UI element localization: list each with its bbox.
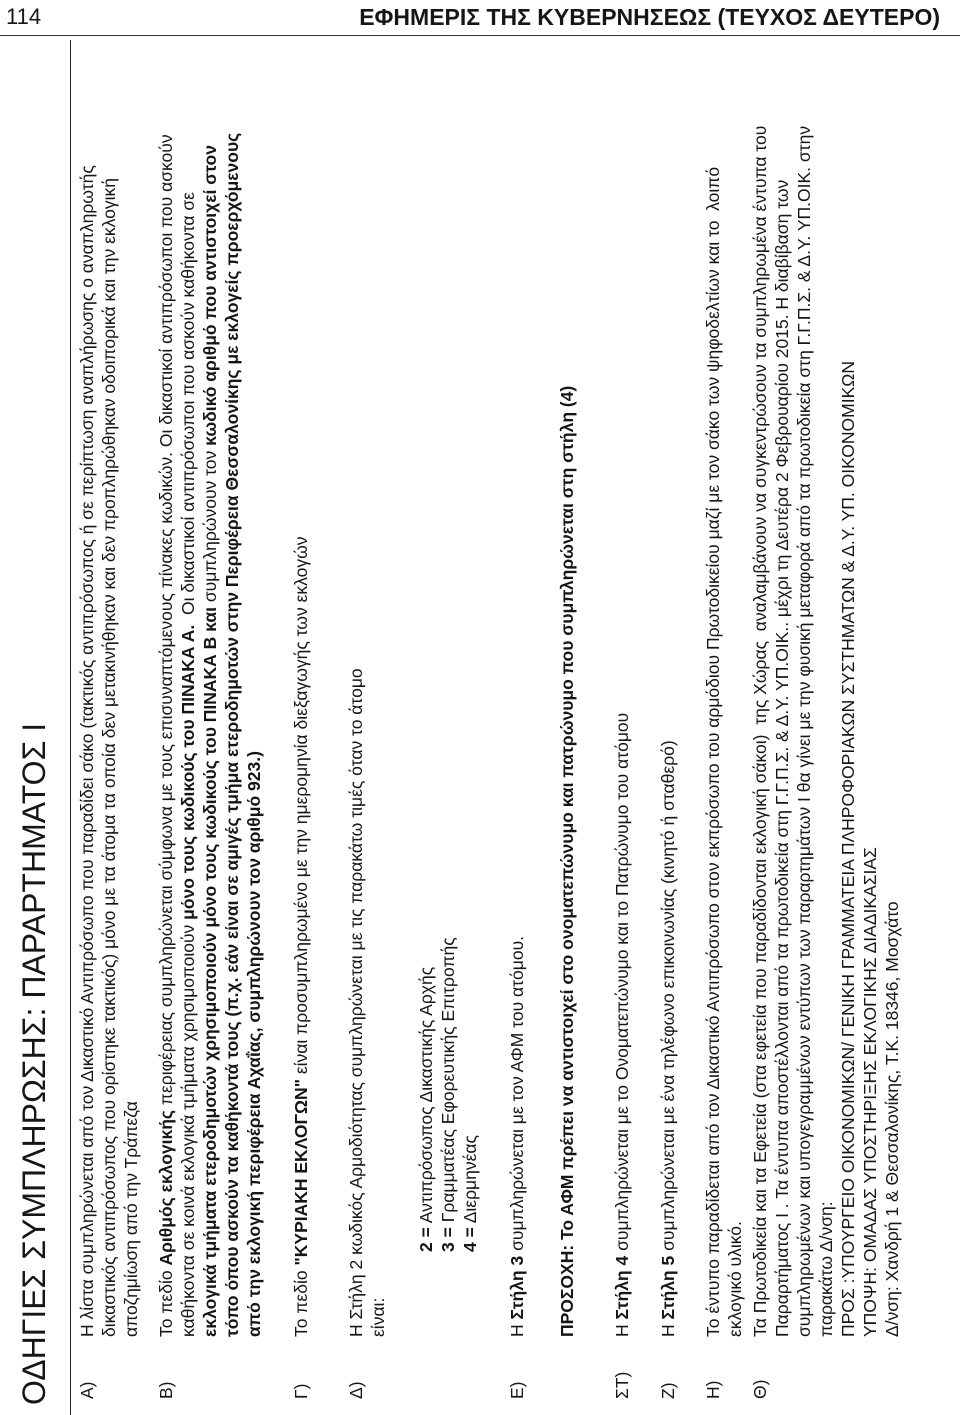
page-number: 114 xyxy=(6,4,42,29)
section-label: ΣΤ) xyxy=(612,1371,632,1399)
section-text xyxy=(702,167,746,1337)
section-text xyxy=(155,133,265,1337)
text-line xyxy=(243,133,265,1337)
text-segment: Η xyxy=(658,1319,678,1337)
text-segment: καθήκοντα σε κοινά εκλογικά τμήματα χρησιμοποιούν xyxy=(178,919,198,1337)
address-line xyxy=(881,126,903,1337)
section-label: Η) xyxy=(703,1380,723,1399)
text-line xyxy=(793,126,815,1337)
role-description: Αντιπρόσωπος Δικαστικής Αρχής xyxy=(416,966,436,1228)
bold-text-segment: Στήλη 4 xyxy=(612,1255,632,1320)
text-segment: Οι δικαστικοί αντιπρόσωποι που ασκούν καθήκοντα σε xyxy=(178,192,198,625)
text-segment: συμπληρώνεται με το Ονοματεπώνυμο και το Πατρώνυμο του ατόμου xyxy=(612,712,632,1256)
text-line xyxy=(724,167,746,1337)
role-code: 4 = xyxy=(460,1227,480,1252)
section-text xyxy=(290,536,312,1337)
section-label: Β) xyxy=(156,1381,176,1399)
text-segment: συμπληρωμένων και υπογεγραμμένων εντύπων των παραρτημάτων Ι θα γίνει με την φυσική μεταφορά από τα πρωτοδικεία στη Γ.Γ.Π.Σ. & Δ.Υ. ΥΠ.ΟΙΚ. στην xyxy=(794,125,814,1337)
text-segment: είναι προσυμπληρωμένο με την ημερομηνία διεξαγωγής των εκλογών xyxy=(291,536,311,1079)
role-code: 3 = xyxy=(438,1227,458,1252)
list-item xyxy=(459,937,481,1252)
text-line xyxy=(290,536,312,1337)
role-description: Διερμηνέας xyxy=(460,1135,480,1228)
text-segment: Η xyxy=(612,1319,632,1337)
bold-text-segment: μόνο τους κωδικούς του ΠΙΝΑΚΑ Α. xyxy=(178,624,198,920)
section-label: Ζ) xyxy=(658,1382,678,1399)
attention-note-text: ΠΡΟΣΟΧΗ: Το ΑΦΜ πρέπει να αντιστοιχεί στο ονοματεπώνυμο και πατρώνυμο που συμπληρώνεται στη στήλη (4) xyxy=(557,385,577,1337)
section-label: Θ) xyxy=(750,1379,770,1399)
role-code-list xyxy=(415,937,481,1252)
text-line xyxy=(771,126,793,1337)
section-label: Γ) xyxy=(291,1383,311,1399)
text-segment: παρακάτω Δ/νση: xyxy=(816,1201,836,1337)
text-line xyxy=(556,386,578,1337)
role-code: 2 = xyxy=(416,1227,436,1252)
bold-text-segment: Στήλη 3 xyxy=(507,1255,527,1320)
bold-text-segment: κωδικό αριθμό που αντιστοιχεί στον xyxy=(200,145,220,446)
text-line xyxy=(199,133,221,1337)
text-line xyxy=(611,713,633,1337)
page-header xyxy=(0,0,960,36)
title-divider xyxy=(70,40,71,1415)
section-text xyxy=(611,713,633,1337)
text-line xyxy=(98,165,120,1337)
text-line xyxy=(657,740,679,1337)
text-segment: Το πεδίο xyxy=(291,1265,311,1337)
text-segment: ΠΡΟΣ :ΥΠΟΥΡΓΕΙΟ ΟΙΚΟΝΟΜΙΚΩΝ/ ΓΕΝΙΚΗ ΓΡΑΜΜΑΤΕΙΑ ΠΛΗΡΟΦΟΡΙΑΚΩΝ ΣΥΣΤΗΜΑΤΩΝ & Δ.Υ. ΥΠ. ΟΙΚΟΝΟΜΙΚΩΝ xyxy=(838,361,858,1337)
text-line xyxy=(749,126,771,1337)
section-text xyxy=(345,668,389,1337)
section-label: Δ) xyxy=(346,1381,366,1399)
section-text xyxy=(657,740,679,1337)
attention-line xyxy=(859,126,881,1337)
text-segment: Δ/νση: Χανδρή 1 & Θεσσαλονίκης, Τ.Κ. 18346, Μοσχάτο xyxy=(882,901,902,1337)
section-label: Α) xyxy=(77,1381,97,1399)
text-segment: Η λίστα συμπληρώνεται από τον Δικαστικό Αντιπρόσωπο που παραδίδει σάκο (τακτικός αντιπρόσωπος ή σε περίπτωση αναπλήρωσης ο αναπληρωτής xyxy=(77,165,97,1337)
text-segment: Η Στήλη 2 κωδικός Αρμοδιότητας συμπληρώνεται με τις παρακάτω τιμές όταν το άτομο xyxy=(346,668,366,1337)
text-segment: αποζημίωση από την Τράπεζα xyxy=(121,1101,141,1337)
text-line xyxy=(815,126,837,1337)
text-line xyxy=(177,133,199,1337)
list-item xyxy=(437,937,459,1252)
rotated-page-content xyxy=(0,40,960,1415)
bold-text-segment: Στήλη 5 xyxy=(658,1255,678,1320)
text-segment: Η xyxy=(507,1319,527,1337)
text-segment: Το πεδίο xyxy=(156,1265,176,1337)
text-segment: Το έντυπο παραδίδεται από τον Δικαστικό Αντιπρόσωπο στον εκπρόσωπο του αρμόδιου Πρωτοδικείου μαζί με τον σάκο των ψηφοδελτίων και το λοιπό xyxy=(703,166,723,1337)
role-description: Γραμματέας Εφορευτικής Επιτροπής xyxy=(438,937,458,1228)
text-line xyxy=(345,668,367,1337)
text-segment: περιφέρειας συμπληρώνεται σύμφωνα με τους επισυναπτόμενους πίνακες κωδικών. Οι δικαστικοί αντιπρόσωποι που ασκούν xyxy=(156,134,176,1110)
text-segment: δικαστικός αντιπρόσωπος που ορίστηκε τακτικός) μόνο με τα άτομα τα οποία δεν μετακινήθηκαν και δεν προπληρώθηκαν οδοιπορικά και την εκλογική xyxy=(99,178,119,1337)
text-line xyxy=(221,133,243,1337)
section-label: Ε) xyxy=(507,1381,527,1399)
text-segment: συμπληρώνουν τον xyxy=(200,445,220,608)
text-segment: εκλογικό υλικό. xyxy=(725,1221,745,1337)
publication-title: ΕΦΗΜΕΡΙΣ ΤΗΣ ΚΥΒΕΡΝΗΣΕΩΣ (ΤΕΥΧΟΣ ΔΕΥΤΕΡΟ) xyxy=(359,4,940,30)
text-line xyxy=(120,165,142,1337)
list-item xyxy=(415,937,437,1252)
text-line xyxy=(155,133,177,1337)
text-line xyxy=(76,165,98,1337)
text-line xyxy=(702,167,724,1337)
bold-text-segment: εκλογικά τμήματα ετεροδημοτών χρησιμοποιούν μόνο τους κωδικούς του ΠΙΝΑΚΑ Β και xyxy=(200,607,220,1337)
section-text xyxy=(556,386,578,1337)
section-text xyxy=(749,126,903,1337)
text-segment: συμπληρώνεται με τον ΑΦΜ του ατόμου. xyxy=(507,935,527,1256)
bold-text-segment: τόπο όπου ασκούν τα καθήκοντά τους (π.χ. εάν είναι σε αμιγές τμήμα ετεροδημοτών στην Περιφέρεια Θεσσαλονίκης με εκλογείς προερχόμενους xyxy=(222,132,242,1337)
section-text xyxy=(506,936,528,1337)
page-title: ΟΔΗΓΙΕΣ ΣΥΜΠΛΗΡΩΣΗΣ: ΠΑΡΑΡΤΗΜΑΤΟΣ Ι xyxy=(16,722,52,1405)
text-line xyxy=(367,668,389,1337)
bold-text-segment: "ΚΥΡΙΑΚΗ ΕΚΛΟΓΩΝ" xyxy=(291,1079,311,1266)
section-text xyxy=(76,165,142,1337)
text-segment: Παραρτήματος Ι . Τα έντυπα αποστέλλονται από τα πρωτοδικεία στη Γ.Γ.Π.Σ. & Δ.Υ. ΥΠ.ΟΙΚ.. μέχρι τη Δευτέρα 2 Φεβρουαρίου 2015. Η διαβίβαση των xyxy=(772,179,792,1337)
text-segment: είναι: xyxy=(368,1297,388,1337)
text-segment: συμπληρώνεται με ένα τηλέφωνο επικοινωνίας (κινητό ή σταθερό) xyxy=(658,740,678,1256)
bold-text-segment: από την εκλογική περιφέρεια Αχαΐας, συμπληρώνουν τον αριθμό 923.) xyxy=(244,751,264,1337)
text-segment: Τα Πρωτοδικεία και τα Εφετεία (στα εφετεία που παραδίδονται εκλογική σάκοι) της Χώρας αναλαμβάνουν να συγκεντρώσουν τα συμπληρωμένα έντυπα του xyxy=(750,125,770,1337)
text-segment: ΥΠΟΨΗ: ΟΜΑΔΑΣ ΥΠΟΣΤΗΡΙΞΗΣ ΕΚΛΟΓΙΚΗΣ ΔΙΑΔΙΚΑΣΙΑΣ xyxy=(860,847,880,1337)
text-line xyxy=(506,936,528,1337)
recipient-line xyxy=(837,126,859,1337)
bold-text-segment: Αριθμός εκλογικής xyxy=(156,1109,176,1266)
